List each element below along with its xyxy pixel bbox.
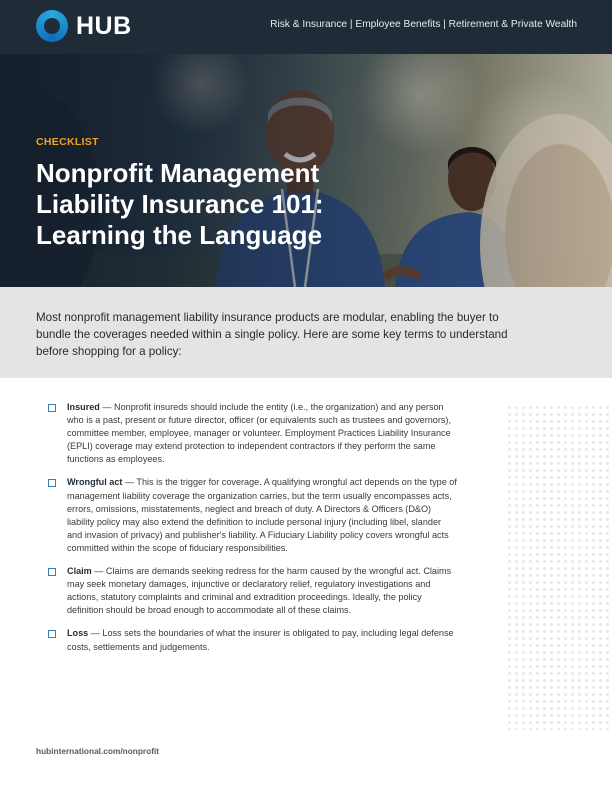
terms-checklist [48, 401, 458, 664]
term-name: Claim [67, 566, 92, 577]
hub-ring-logo-icon [36, 10, 68, 42]
term-description [67, 627, 458, 653]
hub-logo[interactable] [36, 10, 132, 42]
page-title [36, 158, 416, 251]
checkbox-icon [48, 479, 56, 487]
intro-panel [0, 287, 612, 378]
header-tagline: Risk & Insurance | Employee Benefits | Retirement & Private Wealth [270, 19, 577, 30]
footer-url-link[interactable]: hubinternational.com/nonprofit [36, 746, 160, 756]
title-line: Nonprofit Management [36, 158, 320, 188]
term-text: — This is the trigger for coverage. A qualifying wrongful act depends on the type of management liability coverage the organization carries, but the term usually encompasses acts, errors, omissions, misstatements, neglect and breach of duty. A Directors & Officers (D&O) liability policy may also extend the definition to include personal injury (including libel, slander and invasion of privacy) and publisher's liability. A Fiduciary Liability policy covers wrongful acts committed within the scope of fiduciary responsibilities. [67, 477, 457, 553]
list-item [48, 476, 458, 555]
checkbox-icon [48, 630, 56, 638]
term-text: — Loss sets the boundaries of what the insurer is obligated to pay, including legal defense costs, settlements and judgements. [67, 628, 454, 652]
term-name: Insured [67, 402, 100, 412]
checkbox-icon [48, 404, 56, 412]
term-description [67, 401, 458, 466]
hero-text-block [36, 136, 416, 251]
hero-banner [0, 54, 612, 287]
intro-text: Most nonprofit management liability insurance products are modular, enabling the buyer to bundle the coverages needed within a single policy. Here are some key terms to understand before shopping for a policy: [36, 311, 508, 359]
list-item [48, 565, 458, 617]
title-line: Liability Insurance 101: [36, 189, 324, 219]
checkbox-icon [48, 568, 56, 576]
term-name: Loss [67, 628, 89, 639]
logo-text: HUB [76, 11, 132, 40]
term-description [67, 565, 458, 617]
term-description [67, 476, 458, 555]
list-item [48, 627, 458, 653]
title-line: Learning the Language [36, 220, 323, 250]
term-name: Wrongful act [67, 477, 123, 488]
checklist-eyebrow: CHECKLIST [36, 136, 99, 148]
list-item [48, 401, 458, 466]
term-text: — Nonprofit insureds should include the entity (i.e., the organization) and any person who is a past, present or future director, officer (or equivalents such as trustees and governors), committee member, employee, manager or volunteer. Employment Practices Liability Insurance (EPLI) coverage may extend protection to independent contractors if they perform the same functions as employees. [67, 402, 451, 465]
decorative-dot-pattern [506, 404, 612, 730]
header-bar [0, 0, 612, 54]
term-text: — Claims are demands seeking redress for the harm caused by the wrongful act. Claims may seek monetary damages, injunctive or declaratory relief, regulatory investigations and actions, statutory complaints and criminal and extradition proceedings. Ideally, the policy definition should be broad enough to accommodate all of these claims. [67, 566, 452, 616]
